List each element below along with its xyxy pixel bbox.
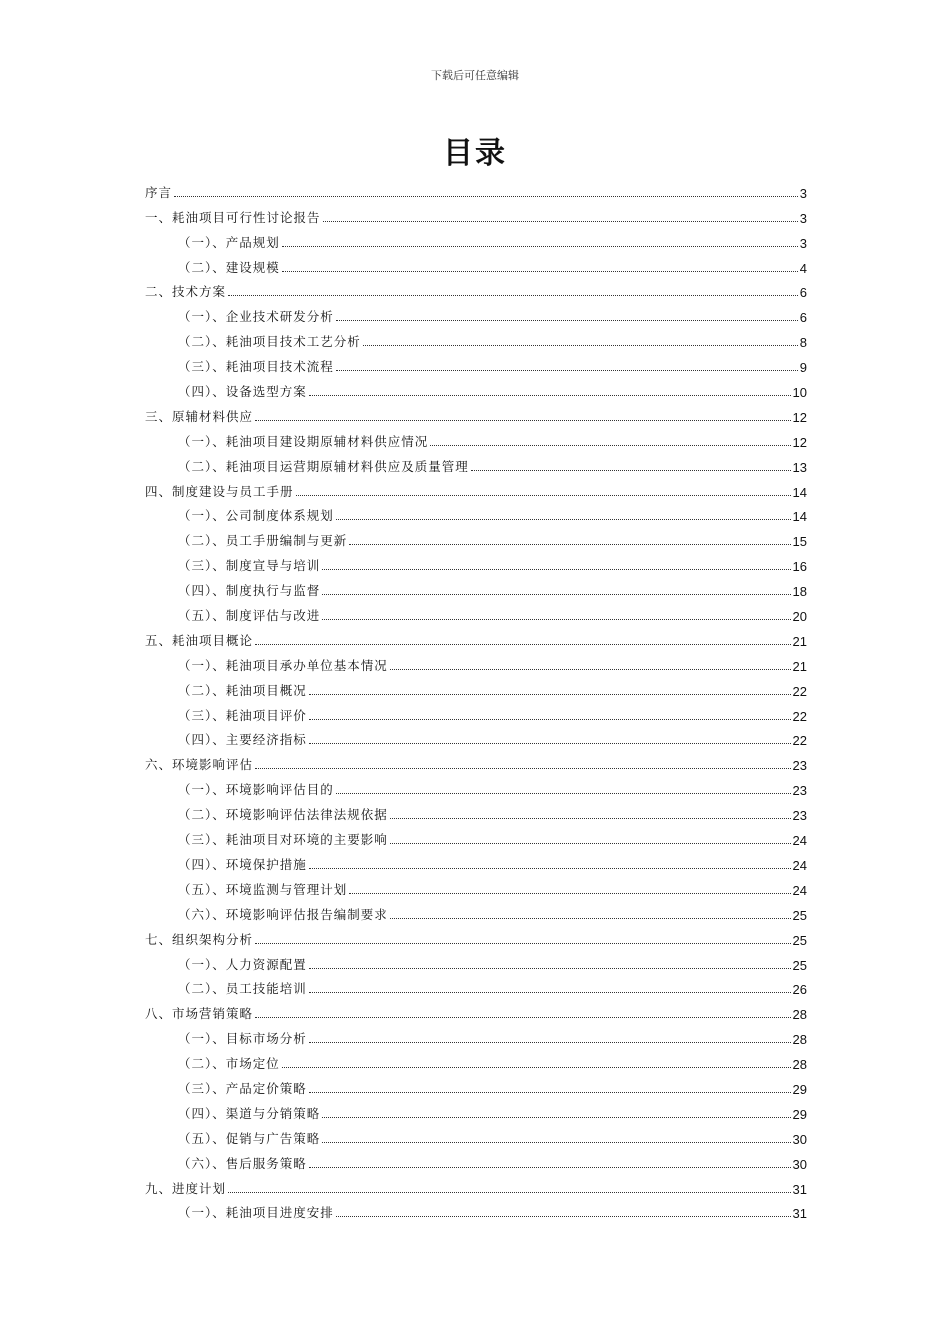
toc-leader-dots <box>174 195 798 197</box>
toc-entry-page: 22 <box>792 683 807 699</box>
toc-entry[interactable] <box>145 848 807 873</box>
toc-entry-page: 6 <box>799 285 807 301</box>
toc-leader-dots <box>309 394 791 396</box>
toc-entry-page: 24 <box>792 857 807 873</box>
toc-entry[interactable] <box>145 599 807 624</box>
toc-entry-page: 18 <box>792 584 807 600</box>
toc-leader-dots <box>322 618 790 620</box>
toc-entry[interactable] <box>145 325 807 350</box>
toc-entry-page: 28 <box>792 1007 807 1023</box>
toc-entry-label: （二）、建设规模 <box>178 259 280 275</box>
toc-entry-label: （五）、环境监测与管理计划 <box>178 881 348 897</box>
toc-entry-label: （一）、产品规划 <box>178 234 280 250</box>
toc-entry-page: 23 <box>792 808 807 824</box>
toc-entry-page: 12 <box>792 434 807 450</box>
toc-entry-page: 28 <box>792 1057 807 1073</box>
toc-leader-dots <box>255 419 791 421</box>
toc-leader-dots <box>336 319 798 321</box>
toc-entry-page: 24 <box>792 882 807 898</box>
toc-entry-label: （三）、耗油项目评价 <box>178 707 307 723</box>
toc-leader-dots <box>363 344 798 346</box>
toc-entry[interactable] <box>145 375 807 400</box>
toc-entry[interactable] <box>145 1072 807 1097</box>
toc-leader-dots <box>282 270 798 272</box>
toc-entry-page: 4 <box>799 260 807 276</box>
toc-entry[interactable] <box>145 1122 807 1147</box>
toc-entry-page: 25 <box>792 932 807 948</box>
toc-entry-page: 9 <box>799 360 807 376</box>
toc-leader-dots <box>390 817 791 819</box>
toc-leader-dots <box>322 1141 790 1143</box>
toc-entry-label: 六、环境影响评估 <box>145 757 254 773</box>
toc-entry[interactable] <box>145 300 807 325</box>
toc-entry[interactable] <box>145 276 807 301</box>
toc-entry-label: （二）、员工技能培训 <box>178 981 307 997</box>
toc-entry-label: （一）、环境影响评估目的 <box>178 782 334 798</box>
toc-entry-label: 八、市场营销策略 <box>145 1006 254 1022</box>
toc-leader-dots <box>336 369 798 371</box>
toc-entry-page: 22 <box>792 708 807 724</box>
toc-entry-label: （二）、耗油项目概况 <box>178 682 307 698</box>
toc-entry-page: 3 <box>799 235 807 251</box>
toc-leader-dots <box>309 1166 791 1168</box>
toc-leader-dots <box>228 294 798 296</box>
toc-leader-dots <box>471 469 791 471</box>
toc-leader-dots <box>336 792 791 794</box>
toc-leader-dots <box>296 494 791 496</box>
toc-entry[interactable] <box>145 450 807 475</box>
toc-entry[interactable] <box>145 923 807 948</box>
toc-entry[interactable] <box>145 898 807 923</box>
toc-entry[interactable] <box>145 1022 807 1047</box>
toc-entry-label: （三）、耗油项目对环境的主要影响 <box>178 832 388 848</box>
toc-entry-label: （五）、促销与广告策略 <box>178 1130 321 1146</box>
toc-leader-dots <box>390 917 791 919</box>
toc-leader-dots <box>228 1191 791 1193</box>
toc-entry-page: 23 <box>792 783 807 799</box>
toc-entry-page: 24 <box>792 833 807 849</box>
toc-entry-page: 21 <box>792 658 807 674</box>
toc-entry-label: （一）、耗油项目进度安排 <box>178 1205 334 1221</box>
toc-leader-dots <box>309 1041 791 1043</box>
toc-entry-label: 三、原辅材料供应 <box>145 408 254 424</box>
toc-entry[interactable] <box>145 500 807 525</box>
toc-leader-dots <box>322 593 790 595</box>
toc-leader-dots <box>309 718 791 720</box>
toc-entry[interactable] <box>145 773 807 798</box>
toc-leader-dots <box>309 867 791 869</box>
toc-entry-page: 14 <box>792 484 807 500</box>
toc-leader-dots <box>430 444 790 446</box>
table-of-contents <box>145 176 807 1221</box>
toc-entry[interactable] <box>145 226 807 251</box>
toc-entry[interactable] <box>145 649 807 674</box>
toc-entry-page: 23 <box>792 758 807 774</box>
toc-entry-label: （三）、产品定价策略 <box>178 1080 307 1096</box>
toc-entry[interactable] <box>145 624 807 649</box>
toc-entry-label: 九、进度计划 <box>145 1180 227 1196</box>
toc-entry-page: 6 <box>799 310 807 326</box>
toc-entry-page: 26 <box>792 982 807 998</box>
toc-leader-dots <box>322 568 790 570</box>
toc-entry-page: 31 <box>792 1181 807 1197</box>
toc-leader-dots <box>282 245 798 247</box>
toc-entry[interactable] <box>145 873 807 898</box>
toc-entry-page: 10 <box>792 385 807 401</box>
toc-entry-label: （二）、耗油项目运营期原辅材料供应及质量管理 <box>178 458 469 474</box>
toc-entry-page: 3 <box>799 210 807 226</box>
toc-leader-dots <box>309 991 791 993</box>
page-title: 目录 <box>443 136 507 171</box>
toc-entry-page: 31 <box>792 1206 807 1222</box>
toc-entry-label: （一）、耗油项目承办单位基本情况 <box>178 657 388 673</box>
toc-entry[interactable] <box>145 176 807 201</box>
toc-entry-label: （四）、制度执行与监督 <box>178 583 321 599</box>
toc-entry-page: 20 <box>792 609 807 625</box>
toc-entry-label: （一）、目标市场分析 <box>178 1031 307 1047</box>
toc-entry-label: （四）、设备选型方案 <box>178 384 307 400</box>
toc-entry-page: 15 <box>792 534 807 550</box>
toc-entry-page: 25 <box>792 957 807 973</box>
toc-entry[interactable] <box>145 1197 807 1222</box>
toc-leader-dots <box>309 742 791 744</box>
toc-leader-dots <box>309 967 791 969</box>
toc-entry[interactable] <box>145 350 807 375</box>
toc-leader-dots <box>255 942 791 944</box>
toc-entry[interactable] <box>145 201 807 226</box>
toc-entry-page: 30 <box>792 1131 807 1147</box>
toc-entry-label: （一）、企业技术研发分析 <box>178 309 334 325</box>
toc-entry-label: （六）、售后服务策略 <box>178 1155 307 1171</box>
toc-leader-dots <box>349 543 790 545</box>
toc-entry-label: （四）、渠道与分销策略 <box>178 1105 321 1121</box>
toc-entry-label: （四）、环境保护措施 <box>178 856 307 872</box>
toc-entry[interactable] <box>145 1097 807 1122</box>
toc-entry-label: （六）、环境影响评估报告编制要求 <box>178 906 388 922</box>
toc-leader-dots <box>336 518 791 520</box>
toc-entry[interactable] <box>145 997 807 1022</box>
toc-entry[interactable] <box>145 699 807 724</box>
toc-entry-page: 12 <box>792 409 807 425</box>
toc-entry[interactable] <box>145 973 807 998</box>
toc-entry-label: （一）、耗油项目建设期原辅材料供应情况 <box>178 433 429 449</box>
toc-entry-label: （一）、公司制度体系规划 <box>178 508 334 524</box>
toc-entry[interactable] <box>145 1172 807 1197</box>
toc-entry[interactable] <box>145 798 807 823</box>
toc-entry-label: 二、技术方案 <box>145 284 227 300</box>
toc-leader-dots <box>390 668 791 670</box>
toc-entry-label: 四、制度建设与员工手册 <box>145 483 294 499</box>
header-note: 下载后可任意编辑 <box>431 69 519 82</box>
toc-leader-dots <box>309 693 791 695</box>
toc-entry[interactable] <box>145 948 807 973</box>
toc-entry-page: 3 <box>799 185 807 201</box>
toc-entry-page: 30 <box>792 1156 807 1172</box>
toc-entry-page: 16 <box>792 559 807 575</box>
toc-entry-label: （三）、耗油项目技术流程 <box>178 359 334 375</box>
toc-entry-page: 28 <box>792 1032 807 1048</box>
toc-leader-dots <box>322 1116 790 1118</box>
toc-entry-page: 13 <box>792 459 807 475</box>
toc-entry[interactable] <box>145 574 807 599</box>
toc-entry-label: （三）、制度宣导与培训 <box>178 558 321 574</box>
toc-entry-page: 29 <box>792 1081 807 1097</box>
toc-entry-label: 一、耗油项目可行性讨论报告 <box>145 209 321 225</box>
toc-leader-dots <box>255 1016 791 1018</box>
toc-entry-label: （五）、制度评估与改进 <box>178 608 321 624</box>
toc-leader-dots <box>390 842 791 844</box>
toc-leader-dots <box>309 1091 791 1093</box>
toc-entry-page: 25 <box>792 907 807 923</box>
toc-entry-page: 14 <box>792 509 807 525</box>
toc-entry[interactable] <box>145 1047 807 1072</box>
toc-entry[interactable] <box>145 748 807 773</box>
toc-entry-page: 8 <box>799 335 807 351</box>
toc-entry-label: （二）、环境影响评估法律法规依据 <box>178 807 388 823</box>
toc-entry[interactable] <box>145 549 807 574</box>
toc-entry-label: 七、组织架构分析 <box>145 931 254 947</box>
toc-entry-page: 22 <box>792 733 807 749</box>
toc-entry[interactable] <box>145 475 807 500</box>
toc-leader-dots <box>282 1066 791 1068</box>
toc-entry[interactable] <box>145 425 807 450</box>
toc-leader-dots <box>349 892 790 894</box>
toc-entry[interactable] <box>145 724 807 749</box>
toc-entry[interactable] <box>145 524 807 549</box>
toc-leader-dots <box>255 767 791 769</box>
toc-leader-dots <box>323 220 798 222</box>
toc-entry[interactable] <box>145 674 807 699</box>
toc-entry-page: 21 <box>792 633 807 649</box>
toc-entry-label: （四）、主要经济指标 <box>178 732 307 748</box>
toc-entry-label: （二）、市场定位 <box>178 1056 280 1072</box>
toc-entry[interactable] <box>145 1147 807 1172</box>
toc-entry-label: （二）、耗油项目技术工艺分析 <box>178 334 361 350</box>
toc-leader-dots <box>255 643 791 645</box>
toc-entry-label: 五、耗油项目概论 <box>145 632 254 648</box>
toc-entry[interactable] <box>145 823 807 848</box>
toc-entry-label: （一）、人力资源配置 <box>178 956 307 972</box>
toc-entry[interactable] <box>145 400 807 425</box>
toc-entry-label: （二）、员工手册编制与更新 <box>178 533 348 549</box>
toc-entry-page: 29 <box>792 1106 807 1122</box>
toc-entry[interactable] <box>145 251 807 276</box>
toc-entry-label: 序言 <box>145 184 173 200</box>
toc-leader-dots <box>336 1215 791 1217</box>
